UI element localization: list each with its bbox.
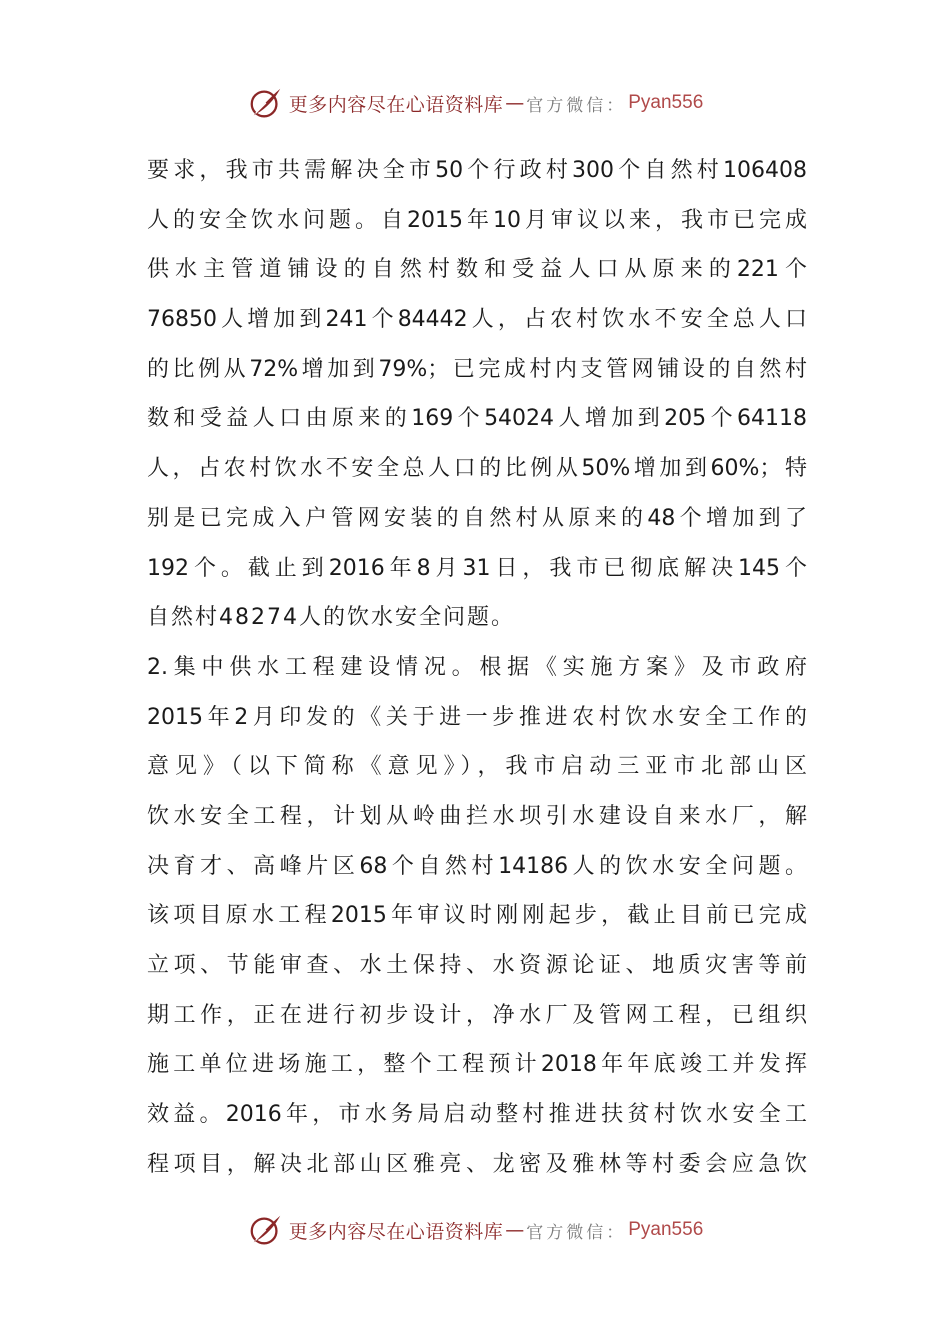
body-line: 施工单位进场施工，整个工程预计2018年年底竣工并发挥 xyxy=(147,1052,807,1078)
body-line: 2.集中供水工程建设情况。根据《实施方案》及市政府 xyxy=(147,654,807,680)
banner-slogan: 更多内容尽在心语资料库 xyxy=(288,1220,504,1243)
banner-wechat-label: 官方微信： xyxy=(526,95,627,116)
body-line: 效益。2016年，市水务局启动整村推进扶贫村饮水安全工 xyxy=(147,1102,807,1128)
body-line: 人，占农村饮水不安全总人口的比例从50%增加到60%；特 xyxy=(147,456,807,482)
banner-wechat-id: Pyan556 xyxy=(628,1219,704,1240)
body-line: 饮水安全工程，计划从岭曲拦水坝引水建设自来水厂，解 xyxy=(147,803,807,829)
body-line: 人的安全饮水问题。自2015年10月审议以来，我市已完成 xyxy=(147,207,807,233)
header-banner xyxy=(0,81,950,125)
body-line: 要求，我市共需解决全市50个行政村300个自然村106408 xyxy=(147,158,807,183)
body-line: 192个。截止到2016年8月31日，我市已彻底解决145个 xyxy=(147,555,807,581)
body-line: 别是已完成入户管网安装的自然村从原来的48个增加到了 xyxy=(147,505,807,531)
body-line: 立项、节能审查、水土保持、水资源论证、地质灾害等前 xyxy=(147,953,807,978)
body-line: 的比例从72%增加到79%；已完成村内支管网铺设的自然村 xyxy=(147,356,807,382)
body-line: 程项目，解决北部山区雅亮、龙密及雅林等村委会应急饮 xyxy=(147,1151,807,1177)
body-line: 76850人增加到241个84442人，占农村饮水不安全总人口 xyxy=(147,307,807,333)
banner-wechat-label: 官方微信： xyxy=(526,1222,627,1243)
body-line: 意见》（以下简称《意见》），我市启动三亚市北部山区 xyxy=(147,754,807,780)
quill-pen-logo-icon xyxy=(247,84,285,122)
body-line: 决育才、高峰片区68个自然村14186人的饮水安全问题。 xyxy=(147,853,807,879)
body-line: 自然村48274人的饮水安全问题。 xyxy=(147,605,515,631)
quill-pen-logo-icon xyxy=(247,1211,285,1249)
banner-slogan: 更多内容尽在心语资料库 xyxy=(288,93,504,116)
banner-dash: — xyxy=(505,92,525,114)
body-line: 该项目原水工程2015年审议时刚刚起步，截止目前已完成 xyxy=(147,903,807,929)
footer-banner xyxy=(0,1208,950,1252)
banner-wechat-id: Pyan556 xyxy=(628,92,704,113)
document-body xyxy=(147,146,807,1189)
body-line: 期工作，正在进行初步设计，净水厂及管网工程，已组织 xyxy=(147,1002,807,1028)
banner-dash: — xyxy=(505,1219,525,1241)
body-line: 数和受益人口由原来的169个54024人增加到205个64118 xyxy=(147,406,807,432)
body-line: 2015年2月印发的《关于进一步推进农村饮水安全工作的 xyxy=(147,704,807,730)
body-line: 供水主管道铺设的自然村数和受益人口从原来的221个 xyxy=(147,257,807,283)
